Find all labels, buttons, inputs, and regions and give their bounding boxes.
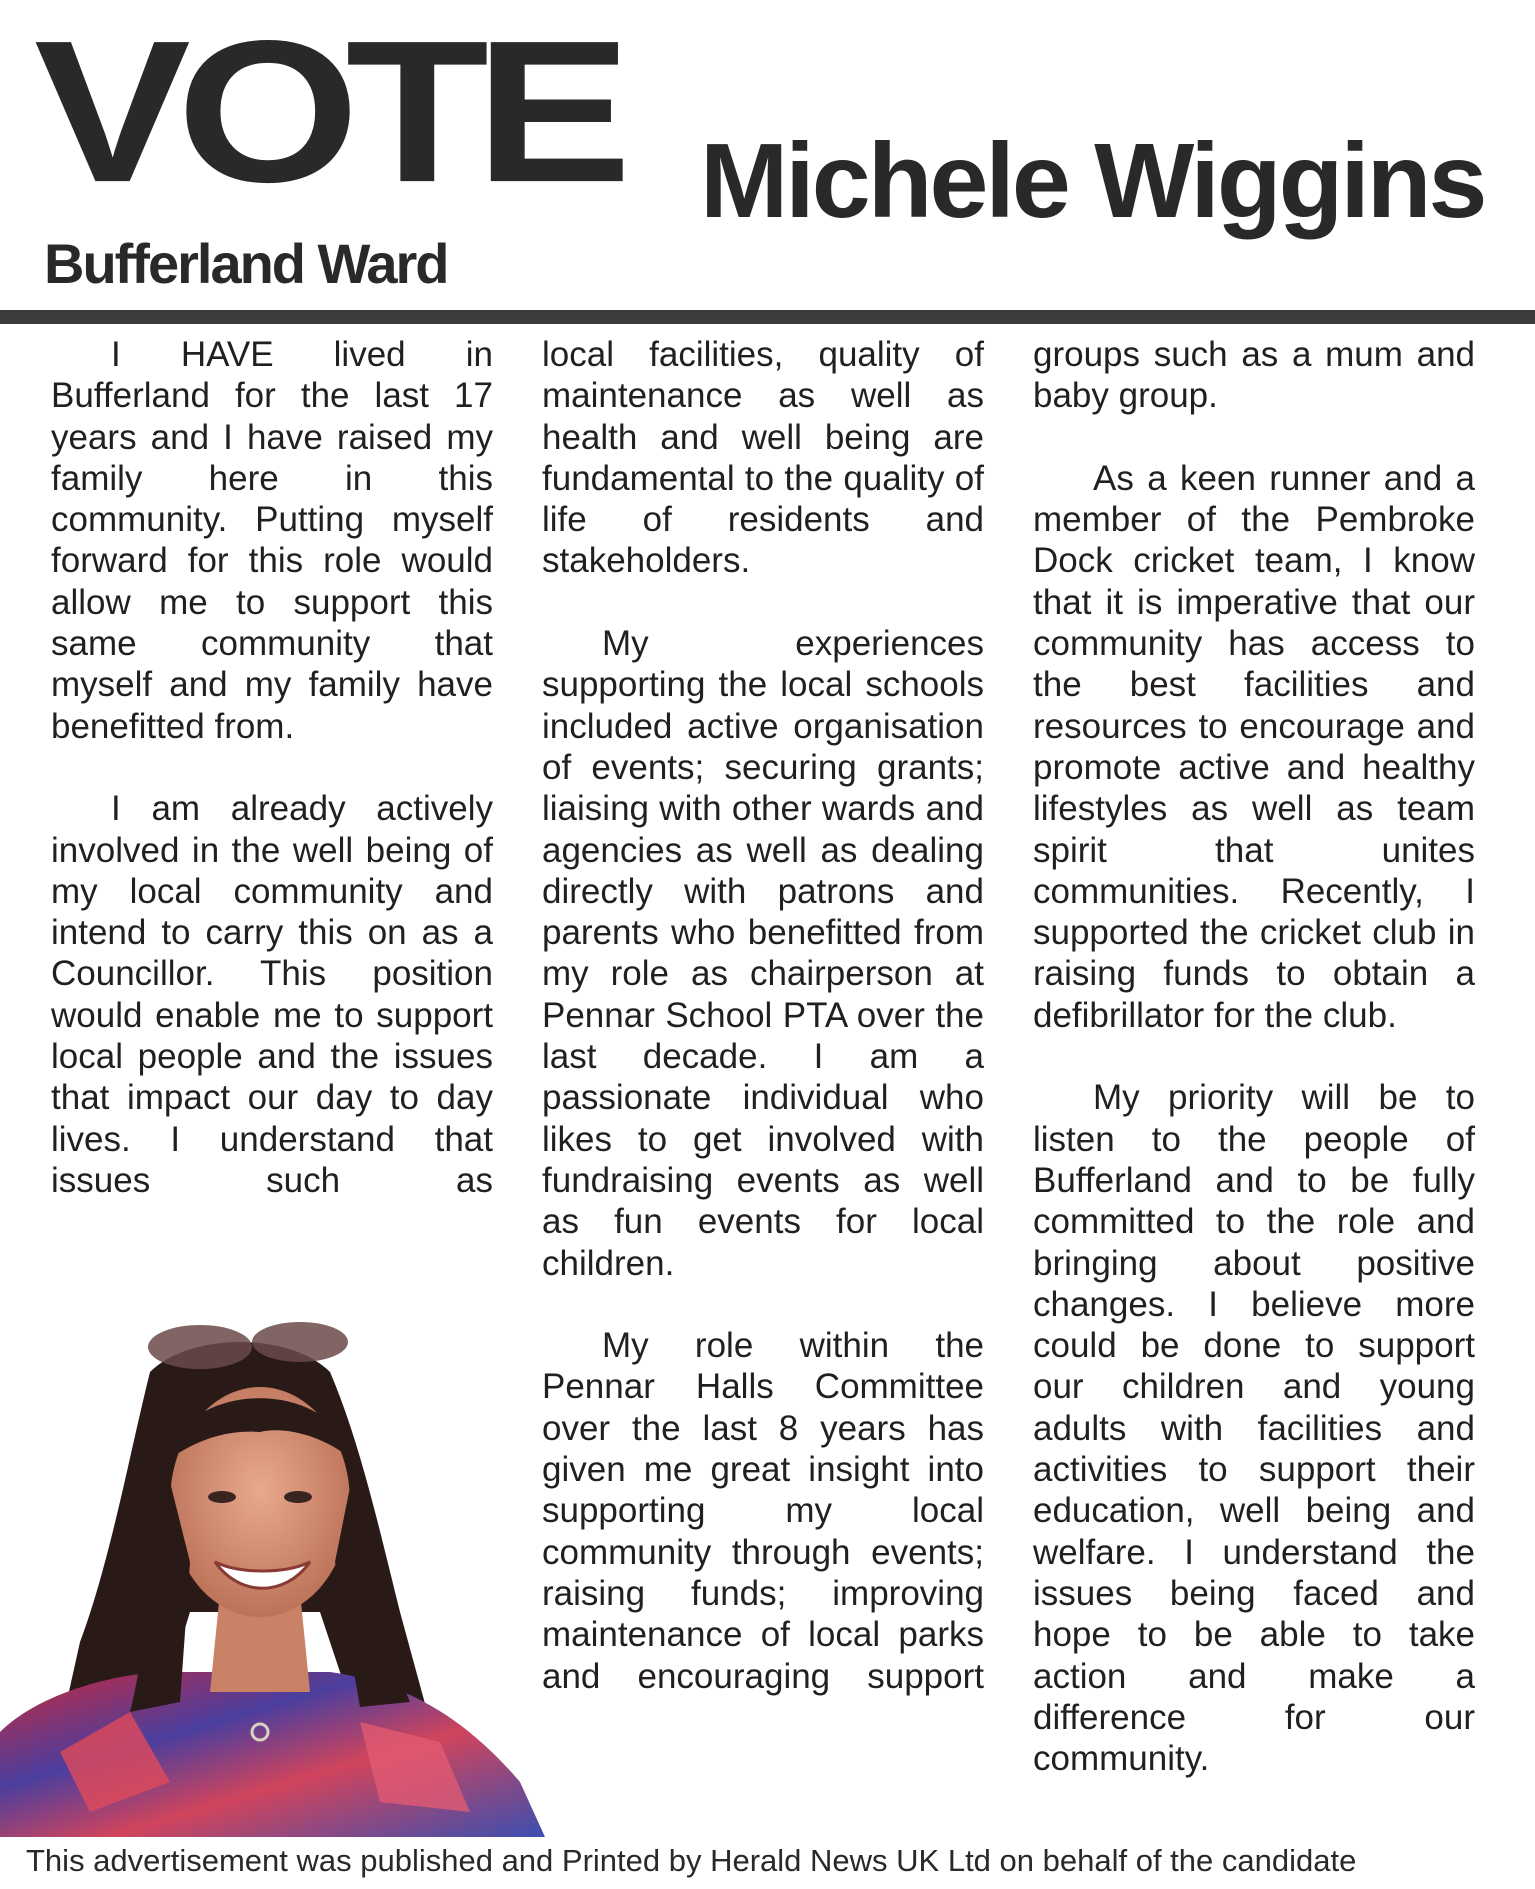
text-column-1	[51, 334, 493, 1243]
paragraph: I am already actively involved in the well being of my local community and intend to carry this on as a Councillor. This position would enable me to support local people and the issues that impact our day to day lives. I understand that issues such as	[51, 789, 493, 1200]
paragraph: My role within the Pennar Halls Committee over the last 8 years has given me great insight into supporting my local community through events; raising funds; improving maintenance of local parks and encouraging support	[542, 1326, 984, 1696]
paragraph: I HAVE lived in Bufferland for the last 17 years and I have raised my family here in this community. Putting myself forward for this role would allow me to support this same community that myself and my family have benefitted from.	[51, 335, 493, 746]
text-column-3	[1033, 334, 1475, 1821]
paragraph: groups such as a mum and baby group.	[1033, 335, 1475, 416]
footer-disclaimer: This advertisement was published and Printed by Herald News UK Ltd on behalf of the candidate	[26, 1843, 1357, 1878]
candidate-photo	[0, 1312, 545, 1837]
paragraph: My experiences supporting the local schools included active organisation of events; securing grants; liaising with other wards and agencies as well as dealing directly with patrons and parents who benefitted from my role as chairperson at Pennar School PTA over the last decade. I am a passionate individual who likes to get involved with fundraising events as well as fun events for local children.	[542, 624, 984, 1283]
header-divider	[0, 310, 1535, 324]
paragraph: My priority will be to listen to the people of Bufferland and to be fully committed to the role and bringing about positive changes. I believe more could be done to support our children and young adults with facilities and activities to support their education, well being and welfare. I understand the issues being faced and hope to be able to take action and make a difference for our community.	[1033, 1078, 1475, 1779]
paragraph: As a keen runner and a member of the Pembroke Dock cricket team, I know that it is imperative that our community has access to the best facilities and resources to encourage and promote active and healthy lifestyles as well as team spirit that unites communities. Recently, I supported the cricket club in raising funds to obtain a defibrillator for the club.	[1033, 458, 1475, 1035]
candidate-name: Michele Wiggins	[700, 122, 1485, 240]
ward-name: Bufferland Ward	[44, 232, 448, 295]
text-column-2	[542, 334, 984, 1738]
paragraph: local facilities, quality of maintenance as well as health and well being are fundamental to the quality of life of residents and stakeholders.	[542, 335, 984, 581]
vote-heading: VOTE	[34, 0, 618, 225]
